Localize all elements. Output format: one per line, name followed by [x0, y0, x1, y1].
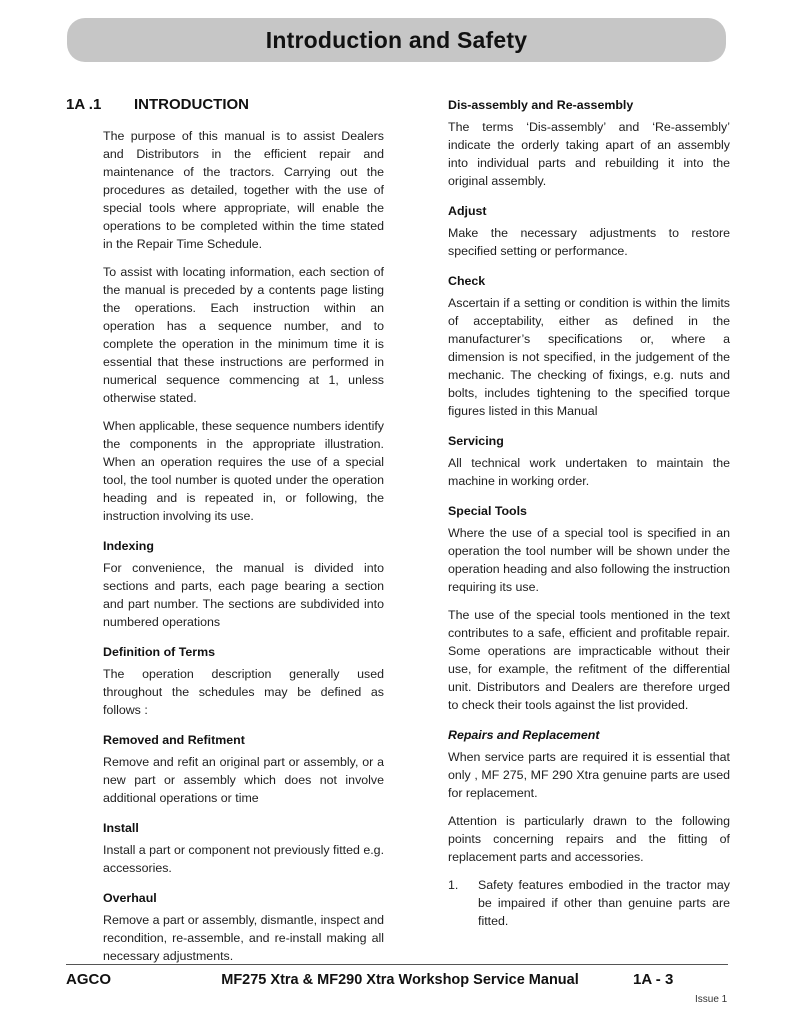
special-tools-text: Where the use of a special tool is specified in an operation the tool number will be shown under the operation heading and also following the instruction requiring its use.	[448, 526, 730, 594]
page-title: Introduction and Safety	[265, 26, 528, 53]
overhaul-heading: Overhaul	[103, 891, 157, 905]
page-header-banner	[67, 18, 726, 62]
indexing-heading: Indexing	[103, 539, 154, 553]
page-number: 1A - 3	[633, 971, 674, 988]
removed-heading: Removed and Refitment	[103, 733, 245, 747]
footer-manual-title: MF275 Xtra & MF290 Xtra Workshop Service Manual	[221, 972, 579, 988]
servicing-text: All technical work undertaken to maintain the machine in working order.	[448, 456, 730, 488]
intro-paragraph: The purpose of this manual is to assist Dealers and Distributors in the efficient repair and maintenance of the tractors. Carrying out the procedures as detailed, together with the use of special tools where appropriate, will enable the operations to be completed within the time stated in the Repair Time Schedule.	[103, 129, 384, 251]
left-column-body	[66, 127, 384, 965]
overhaul-text: Remove a part or assembly, dismantle, inspect and recondition, re-assemble, and re-install making all necessary adjustments.	[103, 913, 384, 963]
special-tools-heading: Special Tools	[448, 504, 527, 518]
right-column	[448, 98, 730, 930]
footer-divider	[66, 964, 728, 965]
definition-heading: Definition of Terms	[103, 645, 215, 659]
install-text: Install a part or component not previously fitted e.g. accessories.	[103, 843, 385, 875]
special-tools-text: The use of the special tools mentioned in the text contributes to a safe, efficient and profitable repair. Some operations are impracticable without their use, for example, the refitment of the differential unit. Distributors and Dealers are therefore urged to check their tools against the list provided.	[448, 608, 730, 712]
install-heading: Install	[103, 821, 139, 835]
adjust-text: Make the necessary adjustments to restore specified setting or performance.	[448, 226, 730, 258]
section-title: INTRODUCTION	[134, 96, 249, 113]
list-item-text: Safety features embodied in the tractor may be impaired if other than genuine parts are fitted.	[478, 878, 730, 928]
check-text: Ascertain if a setting or condition is within the limits of acceptability, either as defined in the manufacturer’s specifications or, where a dimension is not specified, in the judgement of the mechanic. The checking of fixings, e.g. nuts and bolts, includes tightening to the specified torque figures listed in this Manual	[448, 296, 730, 418]
left-column	[66, 96, 384, 975]
indexing-text: For convenience, the manual is divided into sections and parts, each page bearing a section and part number. The sections are subdivided into numbered operations	[103, 561, 384, 629]
section-heading	[66, 96, 384, 113]
removed-text: Remove and refit an original part or assembly, or a new part or assembly which does not involve additional operations or time	[103, 755, 384, 805]
list-item-number: 1.	[448, 878, 459, 892]
footer-brand: AGCO	[66, 971, 111, 988]
issue-label: Issue 1	[695, 994, 728, 1005]
repairs-text: Attention is particularly drawn to the following points concerning repairs and the fitting of replacement parts and accessories.	[448, 814, 730, 864]
disassembly-text: The terms ‘Dis-assembly’ and ‘Re-assembly’ indicate the orderly taking apart of an assembly into individual parts and rebuilding it into the original assembly.	[448, 120, 730, 188]
intro-paragraph: To assist with locating information, each section of the manual is preceded by a contents page listing the operations. Each instruction within an operation has a sequence number, and to complete the operation in the minimum time it is essential that these instructions are performed in numerical sequence commencing at 1, unless otherwise stated.	[103, 265, 384, 405]
adjust-heading: Adjust	[448, 204, 487, 218]
list-item	[448, 876, 730, 930]
check-heading: Check	[448, 274, 486, 288]
definition-text: The operation description generally used throughout the schedules may be defined as follows :	[103, 667, 384, 717]
section-number: 1A .1	[66, 96, 102, 113]
repairs-text: When service parts are required it is essential that only , MF 275, MF 290 Xtra genuine parts are used for replacement.	[448, 750, 730, 800]
intro-paragraph: When applicable, these sequence numbers identify the components in the appropriate illustration. When an operation requires the use of a special tool, the tool number is quoted under the operation heading and is repeated in, or following, the instruction involving its use.	[103, 419, 384, 523]
servicing-heading: Servicing	[448, 434, 504, 448]
repairs-heading: Repairs and Replacement	[448, 728, 600, 742]
disassembly-heading: Dis-assembly and Re-assembly	[448, 98, 634, 112]
